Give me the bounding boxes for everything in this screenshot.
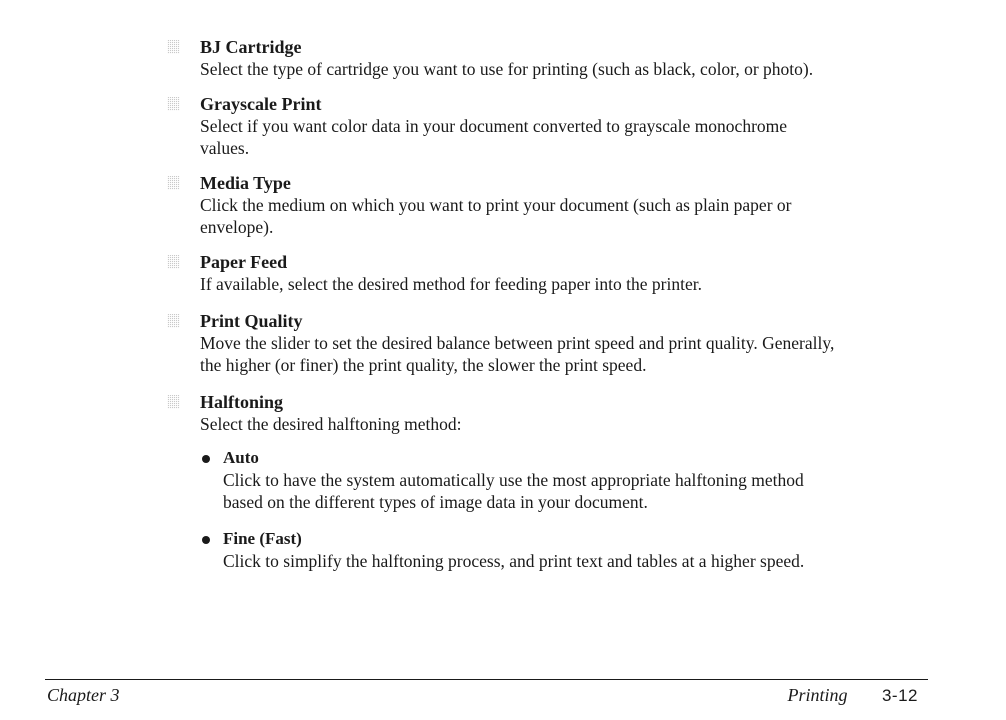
footer-rule (45, 679, 928, 680)
item-media-type (167, 172, 947, 238)
sub-item-title: Auto (223, 448, 259, 467)
footer-section: Printing (787, 685, 848, 705)
item-title: Media Type (200, 173, 291, 193)
sub-item-fine-fast (200, 528, 947, 572)
square-bullet-icon (167, 395, 180, 409)
footer-chapter: Chapter 3 (47, 685, 120, 705)
item-desc-line: Select the desired halftoning method: (200, 414, 462, 434)
document-body (167, 36, 947, 572)
item-desc-line: Click the medium on which you want to print your document (such as plain paper or (200, 195, 792, 215)
item-title: Paper Feed (200, 252, 288, 272)
item-desc-line: envelope). (200, 217, 274, 237)
item-desc-line: Select if you want color data in your document converted to grayscale monochrome (200, 116, 788, 136)
square-bullet-icon (167, 97, 180, 111)
square-bullet-icon (167, 314, 180, 328)
item-title: Grayscale Print (200, 94, 322, 114)
page-number: 3-12 (881, 686, 918, 705)
sub-item-title: Fine (Fast) (223, 529, 302, 548)
footer-right (787, 685, 918, 706)
round-bullet-icon (202, 536, 210, 544)
item-title: Halftoning (200, 392, 284, 412)
item-desc-line: values. (200, 138, 250, 158)
sub-item-auto (200, 447, 947, 513)
item-grayscale-print (167, 93, 947, 159)
item-title: BJ Cartridge (200, 37, 302, 57)
sub-item-desc-line: based on the different types of image data in your document. (223, 492, 648, 512)
item-halftoning (167, 391, 947, 572)
item-desc-line: Move the slider to set the desired balance between print speed and print quality. Generally, (200, 333, 835, 353)
sub-item-desc-line: Click to have the system automatically use the most appropriate halftoning method (223, 470, 804, 490)
item-print-quality (167, 310, 947, 376)
square-bullet-icon (167, 255, 180, 269)
sub-item-desc-line: Click to simplify the halftoning process, and print text and tables at a higher speed. (223, 551, 805, 571)
square-bullet-icon (167, 176, 180, 190)
item-desc-line: the higher (or finer) the print quality, the slower the print speed. (200, 355, 647, 375)
item-paper-feed (167, 251, 947, 295)
round-bullet-icon (202, 455, 210, 463)
square-bullet-icon (167, 40, 180, 54)
halftoning-options (200, 447, 947, 572)
item-desc-line: If available, select the desired method for feeding paper into the printer. (200, 274, 702, 294)
item-title: Print Quality (200, 311, 303, 331)
item-desc-line: Select the type of cartridge you want to use for printing (such as black, color, or photo). (200, 59, 814, 79)
item-bj-cartridge (167, 36, 947, 80)
